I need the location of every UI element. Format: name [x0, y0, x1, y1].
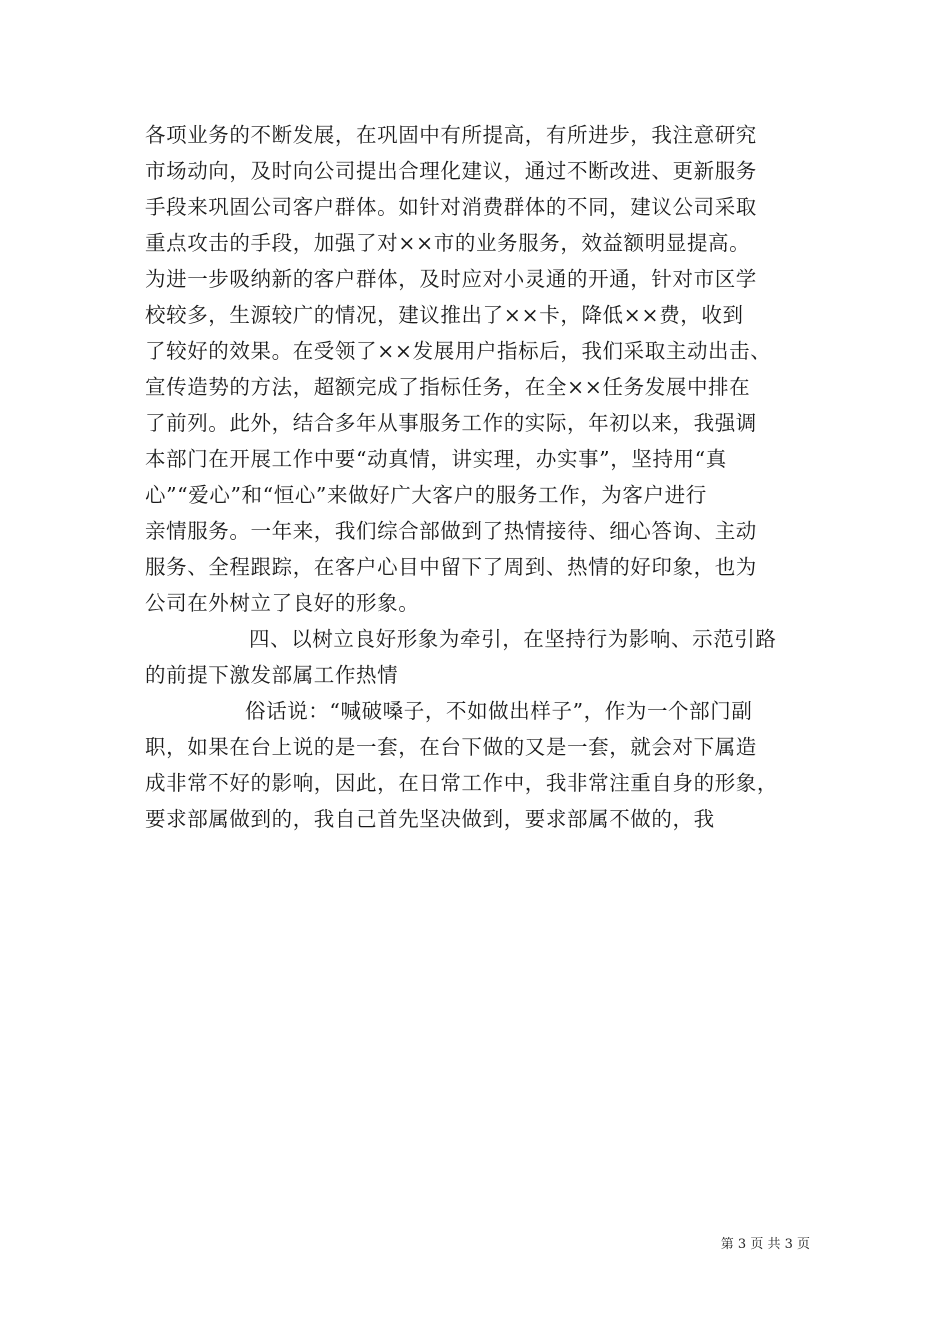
- text-line: 各项业务的不断发展，在巩固中有所提高，有所进步，我注意研究: [145, 123, 757, 147]
- paragraph-first-line: 俗话说：“喊破嗓子，不如做出样子”，作为一个部门副: [245, 699, 753, 723]
- text-line: 重点攻击的手段，加强了对××市的业务服务，效益额明显提高。: [145, 231, 751, 255]
- text-line: 宣传造势的方法，超额完成了指标任务，在全××任务发展中排在: [145, 375, 751, 399]
- text-line: 校较多，生源较广的情况，建议推出了××卡，降低××费，收到: [145, 303, 744, 327]
- text-line: 本部门在开展工作中要“动真情，讲实理，办实事”，坚持用“真: [145, 447, 727, 471]
- text-line: 公司在外树立了良好的形象。: [145, 591, 420, 615]
- text-line: 了前列。此外，结合多年从事服务工作的实际，年初以来，我强调: [145, 411, 757, 435]
- text-line: 要求部属做到的，我自己首先坚决做到，要求部属不做的，我: [145, 807, 715, 831]
- text-line: 职，如果在台上说的是一套，在台下做的又是一套，就会对下属造: [145, 735, 757, 759]
- text-line: 市场动向，及时向公司提出合理化建议，通过不断改进、更新服务: [145, 159, 757, 183]
- text-line: 亲情服务。一年来，我们综合部做到了热情接待、细心答询、主动: [145, 519, 757, 543]
- text-line: 心”“爱心”和“恒心”来做好广大客户的服务工作，为客户进行: [145, 483, 707, 507]
- text-line: 手段来巩固公司客户群体。如针对消费群体的不同，建议公司采取: [145, 195, 757, 219]
- text-line: 了较好的效果。在受领了××发展用户指标后，我们采取主动出击、: [145, 339, 772, 363]
- text-line: 服务、全程跟踪，在客户心目中留下了周到、热情的好印象，也为: [145, 555, 757, 579]
- section-heading-line: 四、以树立良好形象为牵引，在坚持行为影响、示范引路: [249, 627, 777, 651]
- text-line: 为进一步吸纳新的客户群体，及时应对小灵通的开通，针对市区学: [145, 267, 757, 291]
- page-number-footer: 第 3 页 共 3 页: [720, 1237, 810, 1252]
- section-heading-line: 的前提下激发部属工作热情: [145, 663, 399, 687]
- text-line: 成非常不好的影响，因此，在日常工作中，我非常注重自身的形象，: [145, 771, 778, 795]
- document-body: [145, 117, 810, 837]
